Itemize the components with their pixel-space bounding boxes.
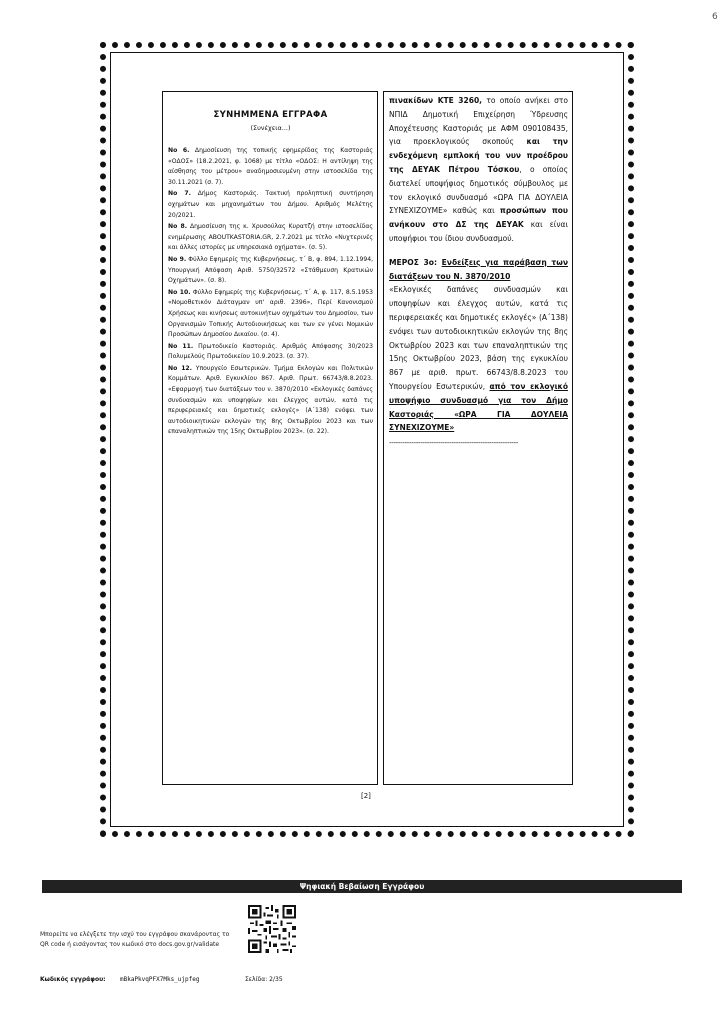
attachment-item: Νο 8. Δημοσίευση της κ. Χρυσούλας Κυρατζή στην ιστοσελίδας ενημέρωσης ABOUTKASTORIA.GR, 2.7.2021 με τίτλο «Νυχτερινές και άλλες ιστορίες με υπηρεσιακά οχήματα». (σ. 5). [168,223,374,252]
certificate-bar: Ψηφιακή Βεβαίωση Εγγράφου [42,880,682,893]
attachments-column [162,91,378,785]
attachment-item: Νο 10. Φύλλο Εφημερίς της Κυβερνήσεως, τ΄ Α, φ. 117, 8.5.1953 «Νομοθετικόν Διάταγμαν υπ' αριθ. 2396», Περί Κανονισμού Χρήσεως και κινήσεως αυτοκινήτων οχημάτων του Δημοσίου, των Οργανισμών Τοπικής Αυτοδιοικήσεως και των εν γένει Νομικών Προσώπων Δημοσίου Δικαίου. (σ. 4). [168,288,374,339]
attachment-item: Νο 7. Δήμος Καστοριάς. Τακτική προληπτική συντήρηση οχημάτων και μηχανημάτων του Δήμου. Αριθμός Μελέτης 20/2021. [168,190,373,219]
body-column [383,91,573,785]
page-count-label: Σελίδα: 2/35 [245,976,283,983]
document-code-label: Κωδικός εγγράφου: [40,976,106,983]
body-paragraph-1: πινακίδων ΚΤΕ 3260, το οποίο ανήκει στο ΝΠΙΔ Δημοτική Επιχείρηση Ύδρευσης Αποχέτευσης Καστοριάς με ΑΦΜ 090108435, για προεκλογικούς σκοπούς και την ενδεχόμενη εμπλοκή του νυν προέδρου της ΔΕΥΑΚ Πέτρου Τόσκου, ο οποίος διατελεί υποψήφιος δημοτικός σύμβουλος με τον εκλογικό συνδυασμό «ΩΡΑ ΓΙΑ ΔΟΥΛΕΙΑ ΣΥΝΕΧΙΖΟΥΜΕ» καθώς και προσώπων που ανήκουν στο ΔΣ της ΔΕΥΑΚ και είναι υποψήφιοι του ίδιου συνδυασμού. [389,96,569,243]
body-paragraph-2: «Εκλογικές δαπάνες συνδυασμών και υποψηφίων και έλεγχος αυτών, κατά τις περιφερειακές και δημοτικές εκλογές» (Α΄138) ενόψει των αυτοδιοικητικών εκλογών της 8ης Οκτωβρίου 2023 και των επαναληπτικών της 15ης Οκτωβρίου 2023, βάση της εγκυκλίου 867 με αριθ. πρωτ. 66743/8.8.2023 του Υπουργείου Εσωτερικών, από τον εκλογικό υποψήφιο συνδυασμό για τον Δήμο Καστοριάς «ΩΡΑ ΓΙΑ ΔΟΥΛΕΙΑ ΣΥΝΕΧΙΖΟΥΜΕ» [389,285,568,433]
attachments-title: ΣΥΝΗΜΜΕΝΑ ΕΓΓΡΑΦΑ [213,110,328,120]
content-columns [162,91,573,785]
attachments-subtitle: (Συνέχεια...) [250,124,291,132]
corner-mark: 6 [712,12,718,22]
document-code-value: mBkaPkvqPFX7Mks_ujpfeg [120,976,200,983]
page-number: [2] [361,792,371,800]
attachment-item: Νο 6. Δημοσίευση της τοπικής εφημερίδας της Καστοριάς «ΟΔΟΣ» (18.2.2021, φ. 1068) με τίτλο «ΟΔΟΣ: Η αντίληψη της αίσθησης του μέτρου» αναδημοσιευμένη στην ιστοσελίδα της 30.11.2021 (σ. 7). [168,147,374,186]
qr-code-icon[interactable] [248,905,296,953]
attachment-item: Νο 12. Υπουργείο Εσωτερικών. Τμήμα Εκλογών και Πολιτικών Κομμάτων. Αριθ. Εγκυκλίου 867. Αριθ. Πρωτ. 66743/8.8.2023. «Εφαρμογή των διατάξεων του ν. 3870/2010 «Εκλογικές δαπάνες συνδυασμών και υποψηφίων και έλεγχος αυτών, κατά τις περιφερειακές και δημοτικές εκλογές» (Α΄138) ενόψει των αυτοδιοικητικών εκλογών της 8ης Οκτωβρίου 2023 και των επαναληπτικών της 15ης Οκτωβρίου 2023». (σ. 22). [168,364,374,436]
attachments-list [168,146,373,438]
dash-separator: ---------------------------------------------------------- [389,439,519,448]
attachment-item: Νο 9. Φύλλο Εφημερίς της Κυβερνήσεως, τ΄ Β, φ. 894, 1.12.1994, Υπουργική Απόφαση Αριθ. 5750/32572 «Στάθμευση Κρατικών Οχημάτων». (σ. 8). [168,255,374,285]
validation-info: Μπορείτε να ελέγξετε την ισχύ του εγγράφου σκανάροντας το QR code ή εισάγοντας τον κωδικό στο docs.gov.gr/validate [40,931,230,948]
part-3-heading: ΜΕΡΟΣ 3ο: Ενδείξεις για παράβαση των διατάξεων του Ν. 3870/2010 [389,257,568,281]
attachment-item: Νο 11. Πρωτοδικείο Καστοριάς. Αριθμός Απόφασης 30/2023 Πολυμελούς Πρωτοδικείου 10.9.2023. (σ. 37). [168,342,374,361]
